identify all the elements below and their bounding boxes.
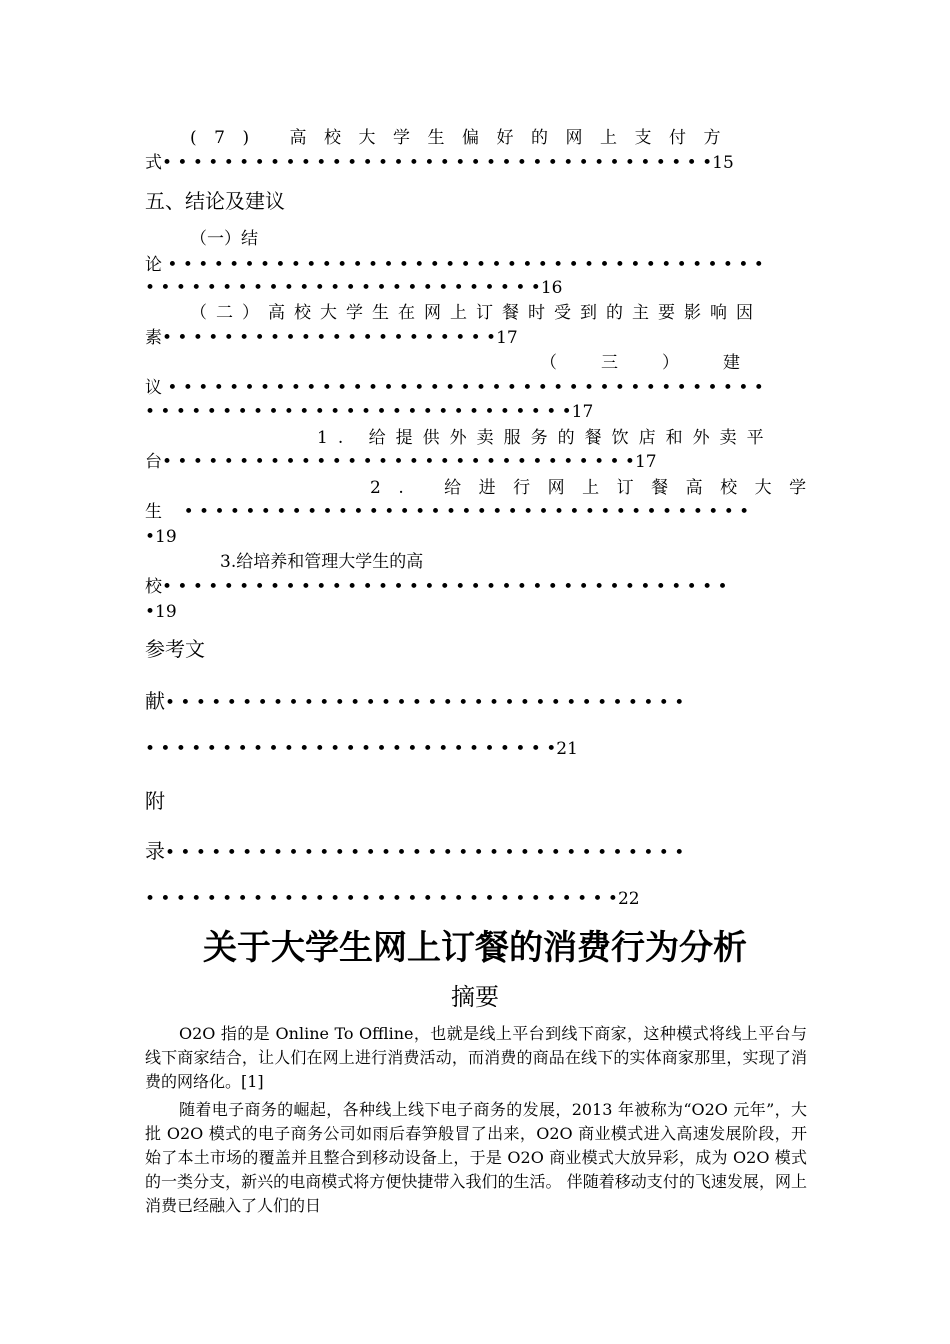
document-title: 关于大学生网上订餐的消费行为分析 (203, 928, 747, 968)
toc-references-tail: 献 (145, 689, 165, 713)
toc-appendix-label: 附 (145, 789, 165, 813)
toc-item-a-page: 16 (540, 278, 563, 298)
toc-item-c2-tail: 生 (145, 502, 162, 522)
toc-section-5: 五、结论及建议 (145, 189, 285, 213)
toc-item-c3-label: 3.给培养和管理大学生的高 (220, 552, 424, 572)
toc-item-c-tail: 议 (145, 378, 162, 398)
abstract-heading: 摘要 (451, 983, 499, 1011)
toc-item-a-dots-line-2: • • • • • • • • • • • • • • • • • • • • • • • • • •16 (145, 278, 563, 298)
toc-item-c1-label: 1. 给提供外卖服务的餐饮店和外卖平 (317, 428, 774, 448)
toc-item-c1-label-line (145, 427, 807, 449)
toc-item-7-label: (7) 高校大学生偏好的网上支付方 (190, 128, 738, 148)
toc-item-c-label-line (145, 352, 807, 374)
toc-references-page: 21 (556, 739, 578, 759)
toc-item-c3-tail: 校 (145, 577, 162, 597)
toc-appendix-dots-line-2: • • • • • • • • • • • • • • • • • • • • • • • • • • • • • • •22 (145, 889, 640, 909)
toc-item-c-label: （三）建 (540, 353, 784, 373)
toc-item-7-page: 15 (712, 153, 734, 173)
toc-item-c-dots-line-2: • • • • • • • • • • • • • • • • • • • • • • • • • • • •17 (145, 402, 594, 422)
toc-item-c1-dots-line: 台• • • • • • • • • • • • • • • • • • • • • • • • • • • • • • •17 (145, 452, 657, 472)
toc-item-b-label: （二）高校大学生在网上订餐时受到的主要影响因 (190, 303, 762, 323)
toc-item-c2-dots-line: 生 • • • • • • • • • • • • • • • • • • • • • • • • • • • • • • • • • • • • • (145, 502, 750, 522)
toc-item-a-label-line (145, 228, 807, 250)
abstract-paragraph-2: 随着电子商务的崛起，各种线上线下电子商务的发展，2013 年被称为“O2O 元年”，大批 O2O 模式的电子商务公司如雨后春笋般冒了出来，O2O 商业模式进入高速发展阶段，开始了本土市场的覆盖并且整合到移动设备上，于是 O2O 商业模式大放异彩，成为 O2O 模式的一类分支，新兴的电商模式将方便快捷带入我们的生活。 伴随着移动支付的飞速发展，网上消费已经融入了人们的日 (145, 1100, 807, 1215)
toc-item-b-dots-line: 素• • • • • • • • • • • • • • • • • • • • • •17 (145, 328, 518, 348)
toc-item-7-label-line (145, 127, 807, 149)
toc-item-b-tail: 素 (145, 328, 162, 348)
toc-item-7-dots-line (145, 152, 807, 174)
toc-item-c-page: 17 (571, 402, 594, 422)
toc-appendix-tail: 录 (145, 839, 165, 863)
toc-item-c-dots-line: 议 • • • • • • • • • • • • • • • • • • • • • • • • • • • • • • • • • • • • • • • (145, 378, 764, 398)
toc-item-c3-label-line (145, 551, 807, 573)
toc-item-b-page: 17 (496, 328, 518, 348)
toc-references-dots-line: 献• • • • • • • • • • • • • • • • • • • • • • • • • • • • • • • • • • (145, 689, 685, 713)
toc-item-c1-tail: 台 (145, 452, 162, 472)
toc-item-c2-label-line (145, 477, 824, 499)
abstract-paragraph-1: O2O 指的是 Online To Offline，也就是线上平台到线下商家，这种模式将线上平台与线下商家结合，让人们在网上进行消费活动，而消费的商品在线下的实体商家那里，实现了消费的网络化。[1] (145, 1024, 807, 1091)
toc-references-dots-line-2: • • • • • • • • • • • • • • • • • • • • • • • • • • •21 (145, 739, 578, 759)
toc-item-c1-page: 17 (634, 452, 657, 472)
toc-leader-dots: • • • • • • • • • • • • • • • • • • • • • • • • • • • • • • • • • • • • (162, 153, 713, 173)
toc-item-c3-page: 19 (155, 602, 177, 622)
toc-item-c2-dots-line-2: •19 (145, 527, 177, 547)
toc-item-7-tail: 式 (145, 153, 162, 173)
toc-appendix-dots-line: 录• • • • • • • • • • • • • • • • • • • • • • • • • • • • • • • • • • (145, 839, 685, 863)
toc-item-b-label-line (145, 302, 807, 324)
toc-references-label: 参考文 (145, 637, 205, 661)
toc-item-c3-dots-line-2: •19 (145, 602, 177, 622)
toc-item-a-label: （一）结 (190, 229, 258, 249)
toc-item-a-dots-line: 论 • • • • • • • • • • • • • • • • • • • • • • • • • • • • • • • • • • • • • • • (145, 255, 764, 275)
toc-item-a-tail: 论 (145, 255, 162, 275)
toc-item-c2-page: 19 (155, 527, 177, 547)
toc-item-c3-dots-line: 校• • • • • • • • • • • • • • • • • • • • • • • • • • • • • • • • • • • • • (145, 577, 728, 597)
toc-item-c2-label: 2. 给进行网上订餐高校大学 (370, 478, 824, 498)
toc-appendix-page: 22 (617, 889, 640, 909)
